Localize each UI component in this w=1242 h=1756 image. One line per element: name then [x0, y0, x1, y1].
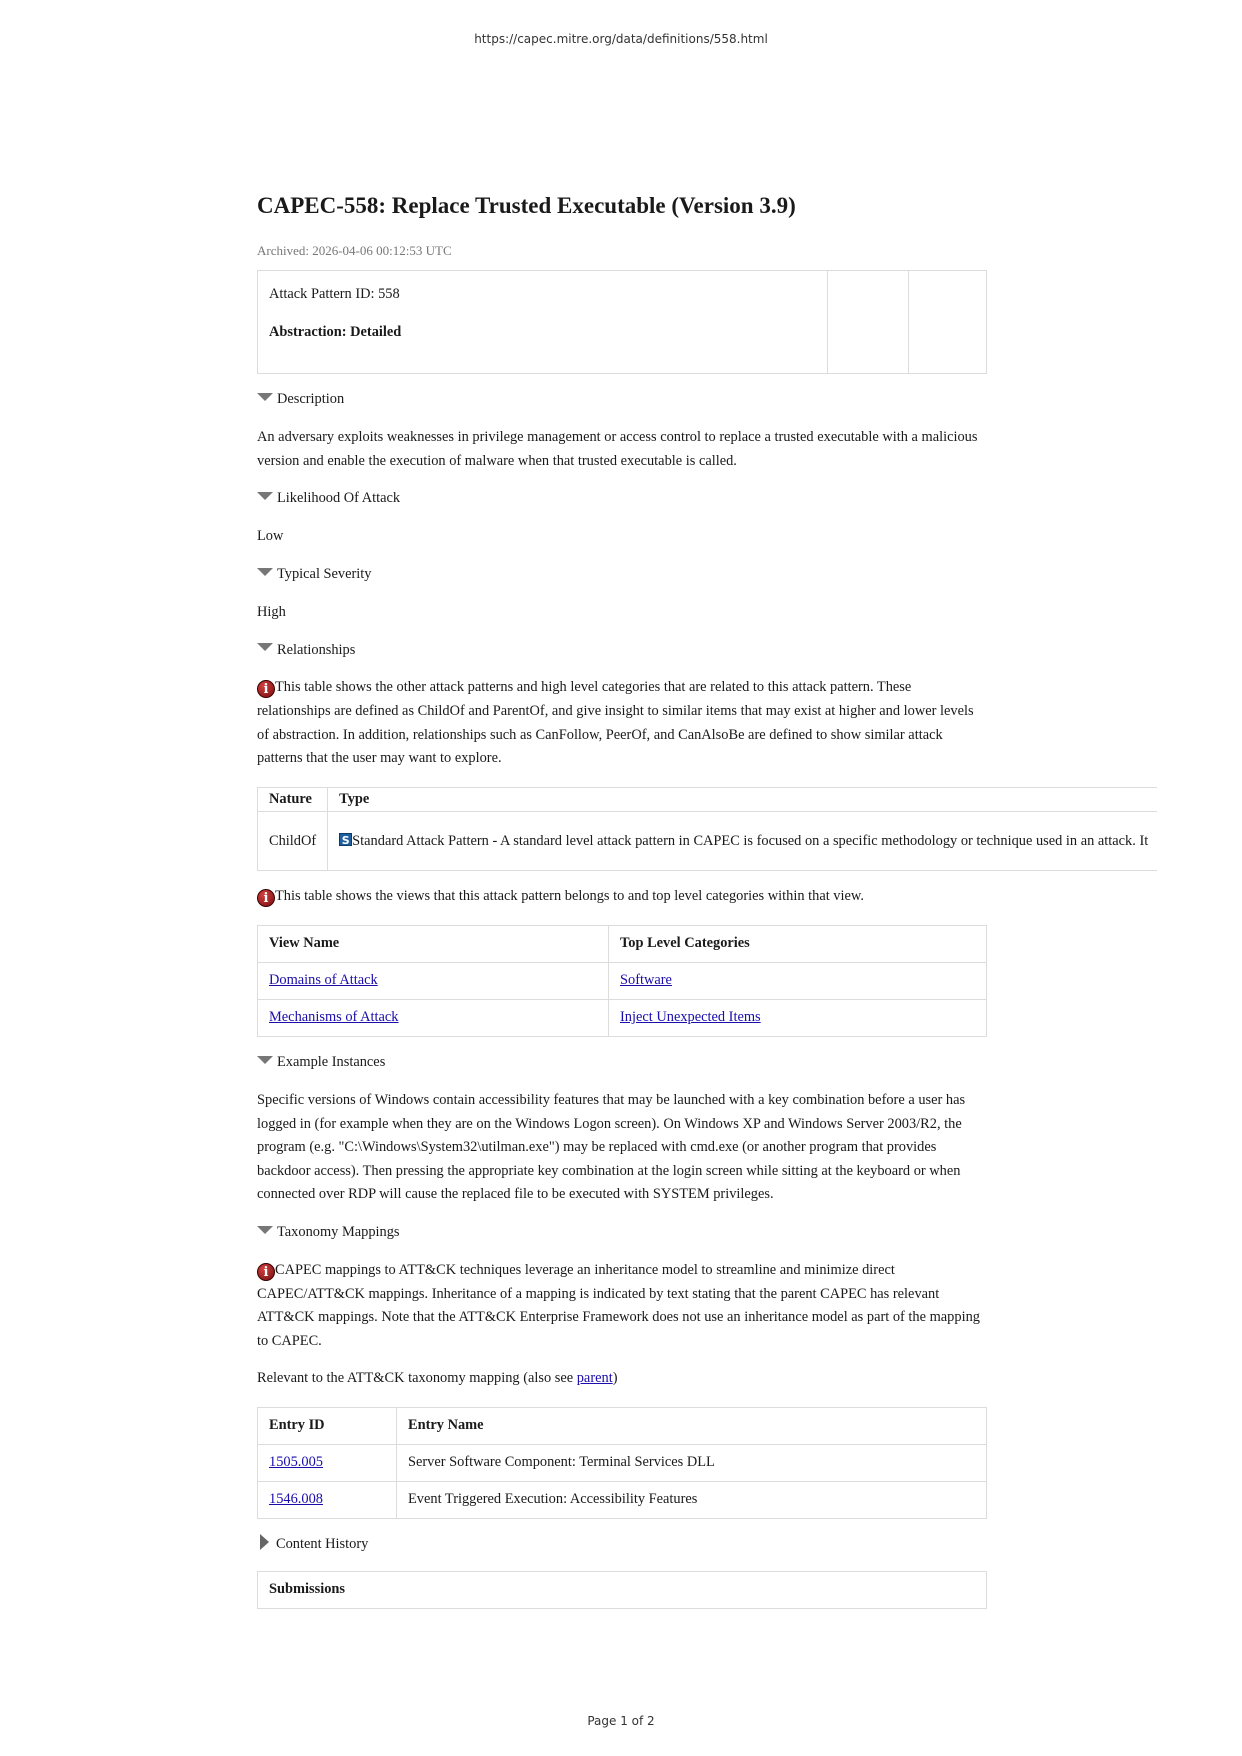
table-header-row: [258, 1407, 987, 1444]
expand-arrow-icon: [257, 568, 273, 576]
entry-id-link[interactable]: 1546.008: [269, 1491, 323, 1508]
category-link-software[interactable]: Software: [620, 972, 672, 989]
submissions-header: Submissions: [258, 1571, 987, 1608]
section-heading: Relationships: [277, 641, 356, 658]
table-row: [258, 812, 1158, 871]
severity-value: High: [257, 603, 286, 620]
column-header: Type: [328, 787, 1157, 812]
likelihood-value: Low: [257, 528, 284, 545]
attack-pattern-id: Attack Pattern ID: 558: [269, 286, 400, 302]
entry-id-cell: [258, 1481, 397, 1518]
relationships-table-wrapper: [257, 787, 1157, 872]
section-toggle-description[interactable]: [257, 388, 987, 412]
column-header: Top Level Categories: [609, 925, 987, 962]
view-link-mechanisms-of-attack[interactable]: Mechanisms of Attack: [269, 1009, 399, 1026]
category-cell: [609, 962, 987, 999]
abstraction-level: Abstraction: Detailed: [269, 323, 402, 340]
section-heading: Taxonomy Mappings: [277, 1224, 400, 1241]
views-table: [257, 925, 987, 1037]
table-row: [258, 962, 987, 999]
views-info: [257, 885, 987, 909]
view-link-domains-of-attack[interactable]: Domains of Attack: [269, 972, 378, 989]
column-header: Entry Name: [397, 1407, 987, 1444]
section-toggle-content-history[interactable]: [257, 1533, 987, 1557]
view-cell: [258, 962, 609, 999]
taxonomy-table: [257, 1407, 987, 1519]
view-cell: [258, 999, 609, 1036]
relationships-info-text: This table shows the other attack patterns and high level categories that are related to this attack pattern. These relationships are defined as ChildOf and ParentOf, and give insight to similar items that may exist at higher and lower levels of abstraction. In addition, relationships such as CanFollow, PeerOf, and CanAlsoBe are defined to show similar attack patterns that the user may want to explore.: [257, 679, 974, 767]
relationships-table: [257, 787, 1157, 872]
category-cell: [609, 999, 987, 1036]
page-title: CAPEC-558: Replace Trusted Executable (Version 3.9): [257, 193, 796, 218]
category-link-inject-unexpected-items[interactable]: Inject Unexpected Items: [620, 1009, 761, 1026]
entry-name-cell: Event Triggered Execution: Accessibility Features: [397, 1481, 987, 1518]
id-box-cell: [909, 271, 986, 373]
description-text: An adversary exploits weaknesses in privilege management or access control to replace a trusted executable with a malicious version and enable the execution of malware when that trusted executable is called.: [257, 429, 978, 469]
section-toggle-likelihood[interactable]: [257, 487, 987, 511]
section-heading: Likelihood Of Attack: [277, 490, 401, 507]
standard-pattern-icon: S: [339, 833, 352, 846]
entry-id-cell: [258, 1444, 397, 1481]
info-icon: i: [257, 680, 275, 698]
info-icon: i: [257, 889, 275, 907]
column-header: Entry ID: [258, 1407, 397, 1444]
id-box: [257, 270, 987, 374]
entry-name-cell: Server Software Component: Terminal Services DLL: [397, 1444, 987, 1481]
info-icon: i: [257, 1263, 275, 1281]
relationships-info: [257, 676, 987, 770]
table-row: [258, 1444, 987, 1481]
main-content: [257, 186, 1149, 1609]
table-row: [258, 1481, 987, 1518]
collapsed-arrow-icon: [260, 1534, 269, 1550]
section-toggle-taxonomy[interactable]: [257, 1221, 987, 1245]
parent-link[interactable]: parent: [576, 1370, 613, 1387]
table-header-row: [258, 787, 1158, 812]
type-cell: [328, 812, 1157, 871]
expand-arrow-icon: [257, 1056, 273, 1064]
expand-arrow-icon: [257, 393, 273, 401]
id-box-cell: [828, 271, 909, 373]
section-toggle-severity[interactable]: [257, 563, 987, 587]
section-heading: Content History: [276, 1536, 369, 1553]
expand-arrow-icon: [257, 1226, 273, 1234]
section-heading: Example Instances: [277, 1054, 386, 1071]
entry-id-link[interactable]: 1505.005: [269, 1454, 323, 1471]
page-url: https://capec.mitre.org/data/definitions/558.html: [474, 32, 768, 46]
section-heading: Description: [277, 391, 345, 408]
type-text: Standard Attack Pattern - A standard level attack pattern in CAPEC is focused on a specific methodology or technique used in an attack. It: [352, 832, 1149, 849]
taxonomy-info-text: CAPEC mappings to ATT&CK techniques leverage an inheritance model to streamline and minimize direct CAPEC/ATT&CK mappings. Inheritance of a mapping is indicated by text stating that the parent CAPEC has relevant ATT&CK mappings. Note that the ATT&CK Enterprise Framework does not use an inheritance model as part of the mapping to CAPEC.: [257, 1261, 980, 1349]
section-toggle-examples[interactable]: [257, 1051, 987, 1075]
nature-cell: ChildOf: [258, 812, 328, 871]
example-text: Specific versions of Windows contain accessibility features that may be launched with a key combination before a user has logged in (for example when they are on the Windows Logon screen). On Windows XP and Windows Server 2003/R2, the program (e.g. "C:\Windows\System32\utilman.exe") may be replaced with cmd.exe (or another program that provides backdoor access). Then pressing the appropriate key combination at the login screen while sitting at the keyboard or when connected over RDP will cause the replaced file to be executed with SYSTEM privileges.: [257, 1091, 966, 1203]
page-number: Page 1 of 2: [587, 1714, 655, 1728]
content-history-table: [257, 1571, 987, 1609]
archived-timestamp: Archived: 2026-04-06 00:12:53 UTC: [257, 243, 452, 258]
expand-arrow-icon: [257, 492, 273, 500]
table-header-row: [258, 1571, 987, 1608]
expand-arrow-icon: [257, 643, 273, 651]
relevant-suffix: ): [612, 1370, 618, 1387]
table-row: [258, 999, 987, 1036]
views-info-text: This table shows the views that this attack pattern belongs to and top level categories within that view.: [275, 888, 864, 905]
table-header-row: [258, 925, 987, 962]
column-header: Nature: [258, 787, 328, 812]
taxonomy-relevant: [257, 1367, 987, 1391]
section-toggle-relationships[interactable]: [257, 638, 987, 662]
taxonomy-info: [257, 1259, 987, 1353]
column-header: View Name: [258, 925, 609, 962]
id-box-main: [258, 271, 828, 373]
relevant-prefix: Relevant to the ATT&CK taxonomy mapping (also see: [257, 1370, 577, 1387]
section-heading: Typical Severity: [277, 565, 372, 582]
